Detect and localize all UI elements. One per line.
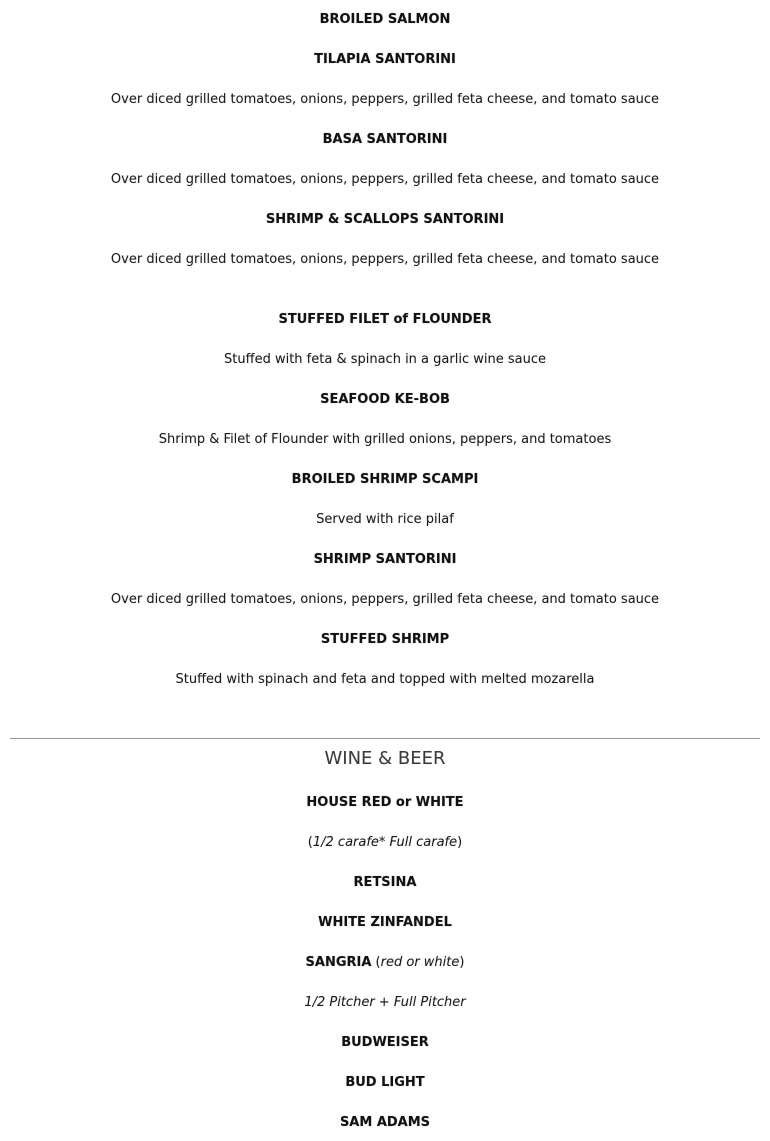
menu-item-name: SANGRIA	[305, 955, 372, 970]
menu-item-title: BROILED SHRIMP SCAMPI	[291, 472, 479, 487]
menu-item-title: BASA SANTORINI	[322, 132, 448, 147]
menu-item-description: Over diced grilled tomatoes, onions, peppers, grilled feta cheese, and tomato sauce	[110, 92, 660, 107]
menu-item-description: Over diced grilled tomatoes, onions, peppers, grilled feta cheese, and tomato sauce	[110, 252, 660, 267]
menu-item-description: Stuffed with spinach and feta and topped with melted mozarella	[175, 672, 595, 687]
menu-item-title: TILAPIA SANTORINI	[314, 52, 456, 67]
variant-open-paren: (	[371, 955, 381, 970]
menu-item-title: BUD LIGHT	[345, 1075, 425, 1090]
menu-item-title: SEAFOOD KE-BOB	[320, 392, 450, 407]
menu-item-description: Shrimp & Filet of Flounder with grilled onions, peppers, and tomatoes	[158, 432, 612, 447]
sizes-open-paren: (	[307, 835, 313, 850]
menu-item-title-with-variant	[0, 953, 770, 973]
menu-item-title: SHRIMP & SCALLOPS SANTORINI	[265, 212, 505, 227]
variant-close-paren: )	[459, 955, 465, 970]
sizes-close-paren: )	[457, 835, 463, 850]
menu-item-title: BUDWEISER	[341, 1035, 429, 1050]
menu-item-title: STUFFED FILET of FLOUNDER	[278, 312, 492, 327]
menu-item-title: WHITE ZINFANDEL	[318, 915, 452, 930]
menu-item-title: RETSINA	[353, 875, 417, 890]
menu-item-description: Over diced grilled tomatoes, onions, peppers, grilled feta cheese, and tomato sauce	[110, 592, 660, 607]
section-divider	[10, 738, 760, 739]
menu-item-title: STUFFED SHRIMP	[320, 632, 450, 647]
sizes-text: 1/2 carafe* Full carafe	[312, 835, 458, 850]
menu-item-title: BROILED SALMON	[319, 12, 451, 27]
menu-item-description: Served with rice pilaf	[316, 512, 454, 527]
section-heading: WINE & BEER	[324, 748, 446, 769]
menu-item-description: Stuffed with feta & spinach in a garlic wine sauce	[224, 352, 546, 367]
menu-item-description: Over diced grilled tomatoes, onions, peppers, grilled feta cheese, and tomato sauce	[110, 172, 660, 187]
menu-item-title: HOUSE RED or WHITE	[306, 795, 464, 810]
menu-item-sizes: 1/2 Pitcher + Full Pitcher	[304, 995, 466, 1010]
menu-item-sizes	[0, 833, 770, 853]
menu-item-title: SAM ADAMS	[339, 1115, 431, 1130]
menu-item-title: SHRIMP SANTORINI	[313, 552, 457, 567]
variant-text: red or white	[380, 955, 460, 970]
